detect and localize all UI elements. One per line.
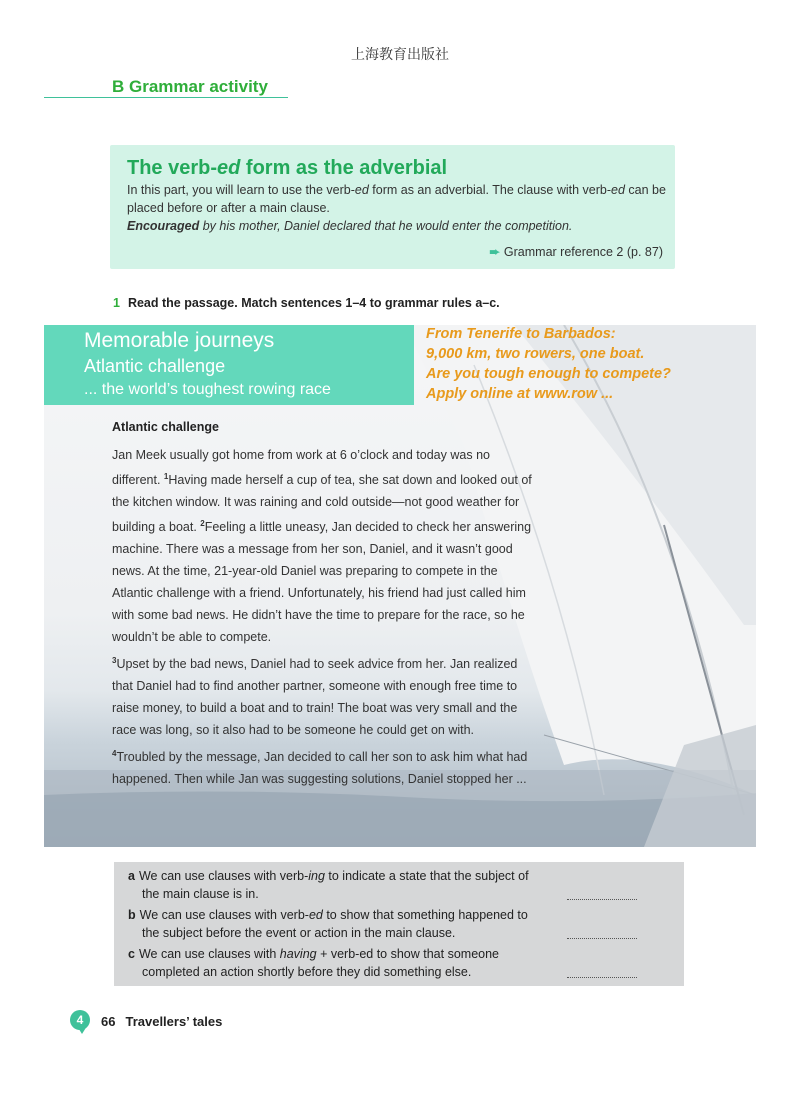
- chapter-title: Travellers’ tales: [125, 1014, 223, 1029]
- banner-subtitle: Atlantic challenge: [84, 356, 226, 376]
- title-banner: [44, 325, 414, 405]
- arrow-right-icon: ➨: [489, 245, 500, 259]
- publisher-header: 上海教育出版社: [351, 47, 449, 63]
- grammar-description: In this part, you will learn to use the verb-ed form as an adverbial. The clause with verb-ed can be placed before or after a main clause.: [127, 183, 666, 215]
- section-heading-text: B Grammar activity: [112, 77, 268, 96]
- reading-passage: [112, 420, 532, 792]
- grammar-reference-link[interactable]: ➨ Grammar reference 2 (p. 87): [489, 245, 663, 259]
- promo-text: From Tenerife to Barbados: 9,000 km, two rowers, one boat. Are you tough enough to compete? Apply online at www.row ...: [426, 326, 671, 402]
- grammar-example: Encouraged by his mother, Daniel declared that he would enter the competition.: [127, 219, 573, 233]
- exercise-number: 1: [113, 296, 120, 310]
- section-heading: [44, 76, 288, 98]
- passage-paragraph-2: $^3$Upset by the bad news, Daniel had to seek advice from her. Jan realized that Daniel had to find another partner, someone with enough free time to raise money, to build a boat and to train! The boat was very small and the race was long, so it also had to be someone he could get on with.: [112, 656, 518, 737]
- answer-blank-a[interactable]: [567, 899, 637, 900]
- answer-blank-b[interactable]: [567, 938, 637, 939]
- grammar-title: The verb-ed form as the adverbial: [127, 157, 448, 179]
- rule-c: c We can use clauses with having + verb-ed to show that someone completed an action shortly before they did something else.: [128, 947, 500, 979]
- passage-paragraph-3: $^4$Troubled by the message, Jan decided to call her son to ask him what had happened. Then while Jan was suggesting solutions, Daniel stopped her ...: [112, 749, 528, 786]
- passage-title: Atlantic challenge: [112, 420, 219, 434]
- grammar-rules-box: [114, 862, 684, 986]
- answer-blank-c[interactable]: [567, 977, 637, 978]
- rule-a: a We can use clauses with verb-ing to indicate a state that the subject of the main clause is in.: [128, 869, 529, 901]
- page-number: 66: [101, 1014, 116, 1029]
- unit-badge: 4: [70, 1010, 90, 1030]
- rule-b: b We can use clauses with verb-ed to show that something happened to the subject before the event or action in the main clause.: [128, 908, 528, 940]
- grammar-focus-box: [110, 145, 675, 269]
- passage-paragraph-1: Jan Meek usually got home from work at 6 o’clock and today was no different. $^1$Having made herself a cup of tea, she sat down and looked out of the kitchen window. It was raining and cold outside—not good weather for building a boat. $^2$Feeling a little uneasy, Jan decided to check her answering machine. There was a message from her son, Daniel, and it wasn’t good news. At the time, 21-year-old Daniel was preparing to compete in the Atlantic challenge with a friend. Unfortunately, his friend had just called him with some bad news. He didn’t have the time to prepare for the race, so he wouldn’t be able to compete.: [112, 448, 532, 644]
- banner-title: Memorable journeys: [84, 329, 275, 352]
- banner-tagline: ... the world’s toughest rowing race: [84, 381, 331, 398]
- instruction-text: Read the passage. Match sentences 1–4 to grammar rules a–c.: [127, 296, 500, 310]
- exercise-instruction: [113, 296, 500, 310]
